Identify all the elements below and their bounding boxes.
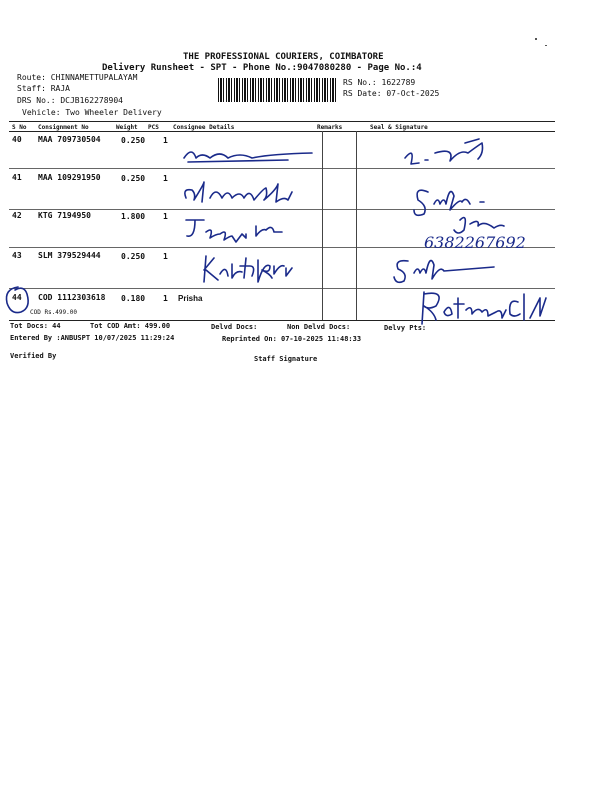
col-consignee: Consignee Details [173,124,235,131]
handwritten-consignee-signature [182,216,312,244]
verified-by: Verified By [10,352,57,360]
row-weight: 0.250 [121,174,146,183]
col-pcs: PCS [148,124,159,131]
remarks-divider [322,131,323,320]
entered-by: Entered By :ANBUSPT 10/07/2025 11:29:24 [10,334,175,342]
row-sno: 41 [12,173,22,182]
row-weight: 0.250 [121,252,146,261]
seal-divider [356,131,357,320]
row-pcs: 1 [163,212,168,221]
barcode [218,78,336,102]
row-sno: 40 [12,135,22,144]
col-remarks: Remarks [317,124,343,131]
handwritten-consignee-signature [200,252,310,284]
scan-speck [545,45,547,46]
row-weight: 0.250 [121,136,146,145]
col-consignment: Consignment No [38,124,89,131]
total-cod-amount: Tot COD Amt: 499.00 [90,322,171,330]
handwritten-signature [390,255,500,289]
row-pcs: 1 [163,252,168,261]
rs-date-label: RS Date: 07-Oct-2025 [343,89,440,98]
row-sno: 43 [12,251,22,260]
row-consignment: KTG 7194950 [38,211,91,220]
row-sno: 42 [12,211,22,220]
row-weight: 0.180 [121,294,146,303]
row-weight: 1.800 [121,212,146,221]
row-pcs: 1 [163,136,168,145]
delivery-points: Delvy Pts: [384,324,427,332]
reprinted-on: Reprinted On: 07-10-2025 11:48:33 [222,335,362,343]
delivered-docs: Delvd Docs: [211,323,258,331]
col-weight: Weight [116,124,138,131]
row-consignment: SLM 379529444 [38,251,101,260]
handwritten-signature [420,210,560,252]
drs-no-label: DRS No.: DCJB162278904 [17,96,123,105]
row-consignee: Prisha [178,294,203,303]
handwritten-signature [416,288,556,328]
col-sno: S No [12,124,27,131]
rs-no-label: RS No.: 1622789 [343,78,416,87]
scan-speck [535,38,537,40]
staff-signature: Staff Signature [254,355,318,363]
table-header-rule [9,131,555,132]
row-pcs: 1 [163,174,168,183]
row-consignment: MAA 109291950 [38,173,101,182]
handwritten-consignee-signature [180,178,325,210]
company-title: THE PROFESSIONAL COURIERS, COIMBATORE [183,52,384,62]
col-seal: Seal & Signature [370,124,428,131]
svg-text:6382267692: 6382267692 [424,233,526,252]
route-label: Route: CHINNAMETTUPALAYAM [17,73,138,82]
row-pcs: 1 [163,294,168,303]
staff-label: Staff: RAJA [17,84,70,93]
vehicle-label: Vehicle: Two Wheeler Delivery [22,108,162,117]
row-sno: 44 [12,293,22,302]
cod-note: COD Rs.499.00 [30,309,77,316]
runsheet-subtitle: Delivery Runsheet - SPT - Phone No.:9047080280 - Page No.:4 [102,63,422,73]
handwritten-signature [395,138,505,173]
total-docs: Tot Docs: 44 [10,322,61,330]
table-top-rule [9,121,555,122]
row-consignment: COD 1112303618 [38,293,106,302]
handwritten-consignee-signature [178,140,318,168]
row-consignment: MAA 709730504 [38,135,101,144]
non-delivered-docs: Non Delvd Docs: [287,323,351,331]
